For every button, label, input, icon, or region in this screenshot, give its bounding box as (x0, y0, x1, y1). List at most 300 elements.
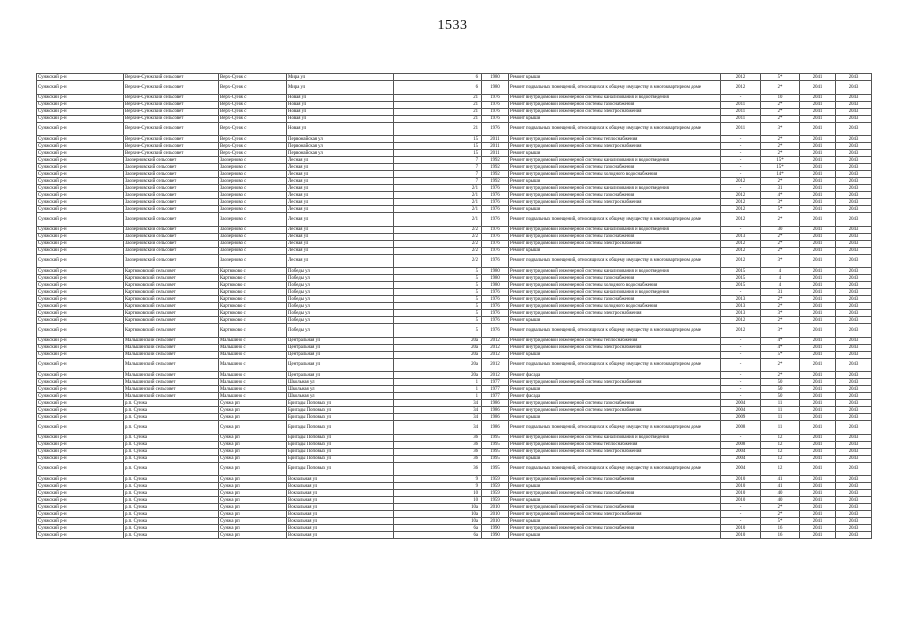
cell-house: 5 (394, 324, 482, 338)
cell-work-type: Ремонт внутридомовой инженерной системы холодного водоснабжения (509, 282, 721, 289)
cell-district: Сунжский р-н (37, 247, 124, 254)
cell-value-3: 2041 (800, 178, 836, 185)
cell-value-3: 2041 (800, 344, 836, 351)
cell-house: 6 (394, 74, 482, 81)
cell-value-2: 12 (761, 441, 800, 448)
cell-street: Вокзальная ул (287, 490, 394, 497)
cell-value-2: 2* (761, 108, 800, 115)
cell-work-type: Ремонт внутридомовой инженерной системы электроснабжения (509, 310, 721, 317)
cell-work-type: Ремонт крыши (509, 532, 721, 539)
cell-value-3: 2041 (800, 275, 836, 282)
cell-value-4: 2043 (836, 115, 872, 122)
cell-locality: Сунжа рп (219, 462, 287, 476)
cell-value-1: 2012 (721, 240, 761, 247)
cell-street: Первомайская ул (287, 143, 394, 150)
cell-house: 15 (394, 150, 482, 157)
table-row (37, 115, 872, 122)
cell-settlement: Мальшинский сельсовет (124, 386, 219, 393)
cell-street: Вокзальная ул (287, 483, 394, 490)
cell-value-2: 4* (761, 192, 800, 199)
cell-settlement: Заозерновский сельсовет (124, 240, 219, 247)
cell-street: Победы ул (287, 310, 394, 317)
cell-house: 21 (394, 115, 482, 122)
cell-street: Бригады Поповых ул (287, 434, 394, 441)
cell-year: 1980 (482, 268, 509, 275)
cell-work-type: Ремонт внутридомовой инженерной системы газоснабжения (509, 490, 721, 497)
cell-settlement: Заозерновский сельсовет (124, 164, 219, 171)
table-row (37, 504, 872, 511)
cell-value-4: 2043 (836, 199, 872, 206)
cell-district: Сунжский р-н (37, 296, 124, 303)
cell-street: Вокзальная ул (287, 525, 394, 532)
cell-work-type: Ремонт внутридомовой инженерной системы электроснабжения (509, 199, 721, 206)
cell-value-4: 2043 (836, 421, 872, 435)
cell-value-2: 2* (761, 511, 800, 518)
cell-value-1: 2013 (721, 303, 761, 310)
cell-value-2: 14* (761, 171, 800, 178)
cell-value-1: 2004 (721, 448, 761, 455)
cell-value-2: 2* (761, 240, 800, 247)
cell-value-1: - (721, 185, 761, 192)
cell-value-3: 2041 (800, 504, 836, 511)
cell-work-type: Ремонт внутридомовой инженерной системы газоснабжения (509, 192, 721, 199)
cell-value-1: 2011 (721, 101, 761, 108)
cell-locality: Заозерново с (219, 254, 287, 268)
table-row (37, 199, 872, 206)
cell-value-4: 2043 (836, 476, 872, 483)
cell-street: Бригады Поповых ул (287, 400, 394, 407)
cell-value-3: 2041 (800, 94, 836, 101)
cell-settlement: Верхне-Сунжский сельсовет (124, 94, 219, 101)
cell-value-1: - (721, 511, 761, 518)
cell-house: 6а (394, 532, 482, 539)
cell-street: Лесная ул (287, 178, 394, 185)
cell-value-4: 2043 (836, 441, 872, 448)
cell-district: Сунжский р-н (37, 157, 124, 164)
cell-settlement: Верхне-Сунжский сельсовет (124, 74, 219, 81)
cell-work-type: Ремонт внутридомовой инженерной системы холодного водоснабжения (509, 171, 721, 178)
cell-value-1: - (721, 164, 761, 171)
cell-value-4: 2043 (836, 310, 872, 317)
cell-locality: Картюково с (219, 268, 287, 275)
cell-value-3: 2041 (800, 455, 836, 462)
cell-value-3: 2041 (800, 337, 836, 344)
cell-locality: Картюково с (219, 296, 287, 303)
cell-street: Школьная ул (287, 393, 394, 400)
cell-locality: Мальшино с (219, 351, 287, 358)
cell-street: Бригады Поповых ул (287, 407, 394, 414)
cell-value-2: 40 (761, 497, 800, 504)
cell-value-1: 2012 (721, 213, 761, 227)
cell-district: Сунжский р-н (37, 504, 124, 511)
cell-year: 2010 (482, 511, 509, 518)
cell-house: 6а (394, 525, 482, 532)
cell-house: 2/2 (394, 247, 482, 254)
cell-value-1: 2011 (721, 115, 761, 122)
cell-year: 1990 (482, 525, 509, 532)
cell-year: 1976 (482, 233, 509, 240)
cell-year: 1976 (482, 254, 509, 268)
cell-value-2: 11 (761, 421, 800, 435)
cell-value-3: 2041 (800, 372, 836, 379)
cell-value-1: - (721, 379, 761, 386)
cell-street: Вокзальная ул (287, 511, 394, 518)
cell-work-type: Ремонт крыши (509, 74, 721, 81)
cell-value-1: 2011 (721, 122, 761, 136)
cell-value-3: 2041 (800, 143, 836, 150)
cell-work-type: Ремонт внутридомовой инженерной системы газоснабжения (509, 275, 721, 282)
cell-house: 10 (394, 490, 482, 497)
cell-value-2: 50 (761, 379, 800, 386)
cell-value-4: 2043 (836, 213, 872, 227)
cell-district: Сунжский р-н (37, 289, 124, 296)
cell-house: 10 (394, 497, 482, 504)
table-row (37, 532, 872, 539)
cell-street: Лесная ул (287, 226, 394, 233)
cell-work-type: Ремонт крыши (509, 518, 721, 525)
table-row (37, 164, 872, 171)
cell-value-2: 12 (761, 455, 800, 462)
cell-house: 20а (394, 337, 482, 344)
cell-value-4: 2043 (836, 324, 872, 338)
cell-value-1: 2012 (721, 192, 761, 199)
cell-house: 5 (394, 303, 482, 310)
cell-locality: Сунжа рп (219, 518, 287, 525)
cell-settlement: Заозерновский сельсовет (124, 247, 219, 254)
cell-house: 5 (394, 289, 482, 296)
cell-value-3: 2041 (800, 199, 836, 206)
cell-value-4: 2043 (836, 74, 872, 81)
cell-settlement: Верхне-Сунжский сельсовет (124, 108, 219, 115)
cell-street: Бригады Поповых ул (287, 414, 394, 421)
table-row (37, 226, 872, 233)
cell-locality: Верх-Сунж с (219, 101, 287, 108)
cell-district: Сунжский р-н (37, 497, 124, 504)
cell-value-4: 2043 (836, 289, 872, 296)
cell-year: 1976 (482, 101, 509, 108)
cell-house: 36 (394, 448, 482, 455)
cell-value-2: 30 (761, 226, 800, 233)
cell-year: 1976 (482, 199, 509, 206)
cell-settlement: р.п. Сунжа (124, 414, 219, 421)
cell-value-1: - (721, 518, 761, 525)
cell-value-2: 31 (761, 289, 800, 296)
cell-value-2: 2* (761, 317, 800, 324)
cell-locality: Сунжа рп (219, 434, 287, 441)
table-row (37, 178, 872, 185)
cell-street: Победы ул (287, 324, 394, 338)
cell-locality: Мальшино с (219, 393, 287, 400)
cell-value-1: 2012 (721, 317, 761, 324)
cell-locality: Мальшино с (219, 386, 287, 393)
cell-district: Сунжский р-н (37, 462, 124, 476)
cell-value-3: 2041 (800, 448, 836, 455)
cell-value-3: 2041 (800, 525, 836, 532)
cell-street: Школьная ул (287, 379, 394, 386)
cell-value-3: 2041 (800, 310, 836, 317)
cell-value-1: 2012 (721, 254, 761, 268)
cell-value-1: 2011 (721, 108, 761, 115)
cell-district: Сунжский р-н (37, 421, 124, 435)
cell-year: 1959 (482, 497, 509, 504)
cell-value-1: - (721, 94, 761, 101)
cell-house: 20а (394, 344, 482, 351)
table-row (37, 233, 872, 240)
cell-street: Новая ул (287, 94, 394, 101)
cell-year: 1976 (482, 115, 509, 122)
cell-value-2: 3* (761, 310, 800, 317)
cell-value-2: 12 (761, 462, 800, 476)
cell-locality: Сунжа рп (219, 511, 287, 518)
cell-value-1: 2012 (721, 178, 761, 185)
cell-value-3: 2041 (800, 164, 836, 171)
cell-settlement: Заозерновский сельсовет (124, 185, 219, 192)
cell-work-type: Ремонт подвальных помещений, относящихся к общему имуществу в многоквартирном доме (509, 81, 721, 95)
cell-district: Сунжский р-н (37, 532, 124, 539)
cell-value-4: 2043 (836, 171, 872, 178)
cell-value-4: 2043 (836, 434, 872, 441)
cell-house: 2/2 (394, 233, 482, 240)
cell-work-type: Ремонт внутридомовой инженерной системы газоснабжения (509, 101, 721, 108)
cell-year: 1990 (482, 532, 509, 539)
cell-work-type: Ремонт внутридомовой инженерной системы холодного водоснабжения (509, 303, 721, 310)
cell-locality: Картюково с (219, 289, 287, 296)
cell-house: 9 (394, 483, 482, 490)
cell-house: 5 (394, 296, 482, 303)
cell-value-4: 2043 (836, 400, 872, 407)
cell-year: 1992 (482, 157, 509, 164)
cell-value-3: 2041 (800, 511, 836, 518)
cell-district: Сунжский р-н (37, 379, 124, 386)
cell-value-1: 2010 (721, 532, 761, 539)
cell-settlement: Заозерновский сельсовет (124, 233, 219, 240)
table-row (37, 213, 872, 227)
cell-house: 1 (394, 393, 482, 400)
cell-value-2: 2* (761, 504, 800, 511)
cell-street: Лесная ул (287, 164, 394, 171)
cell-year: 1976 (482, 185, 509, 192)
cell-work-type: Ремонт внутридомовой инженерной системы электроснабжения (509, 108, 721, 115)
cell-year: 1992 (482, 178, 509, 185)
table-row (37, 143, 872, 150)
cell-work-type: Ремонт внутридомовой инженерной системы газоснабжения (509, 504, 721, 511)
cell-value-4: 2043 (836, 344, 872, 351)
cell-locality: Верх-Сунж с (219, 136, 287, 143)
cell-settlement: р.п. Сунжа (124, 504, 219, 511)
cell-street: Школьная ул (287, 386, 394, 393)
cell-work-type: Ремонт крыши (509, 351, 721, 358)
cell-district: Сунжский р-н (37, 337, 124, 344)
table-row (37, 414, 872, 421)
cell-value-3: 2041 (800, 483, 836, 490)
cell-value-2: 2* (761, 81, 800, 95)
cell-value-1: - (721, 344, 761, 351)
cell-district: Сунжский р-н (37, 101, 124, 108)
cell-value-2: 2* (761, 358, 800, 372)
table-row (37, 157, 872, 164)
cell-value-4: 2043 (836, 511, 872, 518)
cell-value-1: 2004 (721, 455, 761, 462)
cell-street: Лесная ул (287, 233, 394, 240)
cell-value-4: 2043 (836, 386, 872, 393)
table-row (37, 455, 872, 462)
cell-year: 1995 (482, 455, 509, 462)
cell-settlement: Картюковский сельсовет (124, 303, 219, 310)
cell-district: Сунжский р-н (37, 254, 124, 268)
cell-locality: Заозерново с (219, 199, 287, 206)
cell-settlement: р.п. Сунжа (124, 497, 219, 504)
cell-value-2: 12 (761, 434, 800, 441)
cell-year: 2012 (482, 337, 509, 344)
cell-district: Сунжский р-н (37, 150, 124, 157)
cell-district: Сунжский р-н (37, 525, 124, 532)
table-row (37, 324, 872, 338)
cell-street: Лесная ул (287, 247, 394, 254)
cell-street: Победы ул (287, 296, 394, 303)
cell-work-type: Ремонт подвальных помещений, относящихся к общему имуществу в многоквартирном доме (509, 122, 721, 136)
table-row (37, 74, 872, 81)
cell-house: 21 (394, 108, 482, 115)
cell-house: 20а (394, 351, 482, 358)
cell-value-3: 2041 (800, 289, 836, 296)
cell-locality: Верх-Сунж с (219, 150, 287, 157)
cell-work-type: Ремонт внутридомовой инженерной системы теплоснабжения (509, 136, 721, 143)
cell-value-3: 2041 (800, 414, 836, 421)
cell-district: Сунжский р-н (37, 122, 124, 136)
cell-work-type: Ремонт внутридомовой инженерной системы канализования и водоотведения (509, 94, 721, 101)
cell-locality: Сунжа рп (219, 455, 287, 462)
cell-street: Вокзальная ул (287, 504, 394, 511)
cell-work-type: Ремонт внутридомовой инженерной системы канализования и водоотведения (509, 289, 721, 296)
cell-value-1: - (721, 504, 761, 511)
cell-house: 34 (394, 421, 482, 435)
cell-value-4: 2043 (836, 379, 872, 386)
cell-value-1: - (721, 372, 761, 379)
cell-value-4: 2043 (836, 518, 872, 525)
cell-value-3: 2041 (800, 441, 836, 448)
cell-settlement: р.п. Сунжа (124, 525, 219, 532)
cell-street: Победы ул (287, 282, 394, 289)
cell-settlement: Верхне-Сунжский сельсовет (124, 101, 219, 108)
cell-value-4: 2043 (836, 448, 872, 455)
cell-year: 1976 (482, 213, 509, 227)
cell-value-3: 2041 (800, 171, 836, 178)
cell-value-4: 2043 (836, 275, 872, 282)
cell-district: Сунжский р-н (37, 206, 124, 213)
cell-value-1: - (721, 150, 761, 157)
table-row (37, 317, 872, 324)
cell-value-2: 2* (761, 136, 800, 143)
cell-work-type: Ремонт подвальных помещений, относящихся к общему имуществу в многоквартирном доме (509, 254, 721, 268)
cell-value-3: 2041 (800, 317, 836, 324)
cell-value-4: 2043 (836, 206, 872, 213)
cell-value-1: 2010 (721, 490, 761, 497)
cell-house: 2/1 (394, 206, 482, 213)
cell-value-4: 2043 (836, 178, 872, 185)
cell-work-type: Ремонт внутридомовой инженерной системы канализования и водоотведения (509, 157, 721, 164)
cell-value-3: 2041 (800, 233, 836, 240)
cell-value-4: 2043 (836, 393, 872, 400)
cell-value-1: 2015 (721, 282, 761, 289)
cell-district: Сунжский р-н (37, 233, 124, 240)
cell-district: Сунжский р-н (37, 310, 124, 317)
cell-house: 21 (394, 94, 482, 101)
cell-year: 2011 (482, 136, 509, 143)
cell-settlement: Верхне-Сунжский сельсовет (124, 115, 219, 122)
cell-value-2: 15* (761, 164, 800, 171)
table-row (37, 344, 872, 351)
cell-house: 15 (394, 136, 482, 143)
cell-locality: Верх-Сунж с (219, 122, 287, 136)
cell-house: 2/2 (394, 254, 482, 268)
cell-house: 9 (394, 476, 482, 483)
cell-street: Новая ул (287, 115, 394, 122)
cell-locality: Верх-Сунж с (219, 94, 287, 101)
cell-value-4: 2043 (836, 358, 872, 372)
cell-district: Сунжский р-н (37, 414, 124, 421)
cell-value-2: 16 (761, 525, 800, 532)
cell-value-3: 2041 (800, 150, 836, 157)
cell-year: 1976 (482, 122, 509, 136)
cell-street: Центральная ул (287, 344, 394, 351)
cell-value-4: 2043 (836, 101, 872, 108)
cell-house: 36 (394, 462, 482, 476)
cell-street: Лесная ул (287, 199, 394, 206)
cell-locality: Сунжа рп (219, 407, 287, 414)
cell-locality: Заозерново с (219, 164, 287, 171)
cell-locality: Заозерново с (219, 226, 287, 233)
cell-district: Сунжский р-н (37, 275, 124, 282)
cell-value-1: - (721, 386, 761, 393)
cell-value-2: 2* (761, 143, 800, 150)
cell-street: Первомайская ул (287, 136, 394, 143)
cell-street: Новая ул (287, 108, 394, 115)
cell-house: 10а (394, 518, 482, 525)
cell-value-2: 11 (761, 407, 800, 414)
cell-street: Бригады Поповых ул (287, 462, 394, 476)
table-row (37, 483, 872, 490)
cell-street: Мира ул (287, 81, 394, 95)
cell-district: Сунжский р-н (37, 74, 124, 81)
cell-work-type: Ремонт внутридомовой инженерной системы газоснабжения (509, 164, 721, 171)
table-row (37, 441, 872, 448)
cell-district: Сунжский р-н (37, 94, 124, 101)
table-row (37, 192, 872, 199)
table-row (37, 289, 872, 296)
cell-value-2: 31 (761, 185, 800, 192)
cell-work-type: Ремонт крыши (509, 386, 721, 393)
cell-value-2: 40 (761, 490, 800, 497)
cell-house: 5 (394, 310, 482, 317)
cell-district: Сунжский р-н (37, 171, 124, 178)
cell-settlement: Заозерновский сельсовет (124, 157, 219, 164)
cell-year: 1976 (482, 226, 509, 233)
cell-house: 20а (394, 372, 482, 379)
cell-year: 2012 (482, 358, 509, 372)
cell-value-4: 2043 (836, 108, 872, 115)
cell-settlement: Картюковский сельсовет (124, 275, 219, 282)
cell-value-3: 2041 (800, 351, 836, 358)
cell-value-4: 2043 (836, 351, 872, 358)
cell-value-1: - (721, 226, 761, 233)
cell-value-2: 2* (761, 303, 800, 310)
cell-value-4: 2043 (836, 247, 872, 254)
cell-house: 5 (394, 275, 482, 282)
cell-street: Лесная ул (287, 185, 394, 192)
cell-district: Сунжский р-н (37, 483, 124, 490)
cell-work-type: Ремонт внутридомовой инженерной системы газоснабжения (509, 476, 721, 483)
cell-district: Сунжский р-н (37, 199, 124, 206)
